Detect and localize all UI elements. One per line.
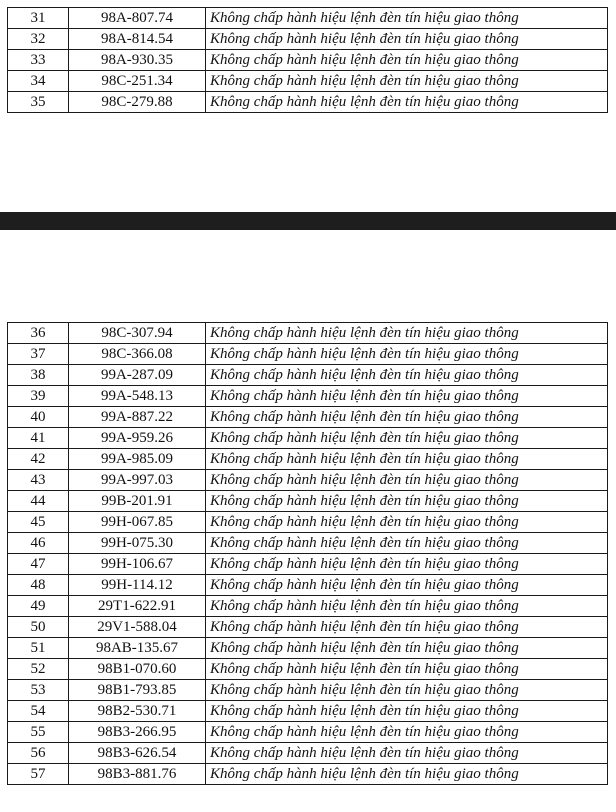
row-number-cell: 48 [8,575,69,596]
license-plate-cell: 98B3-266.95 [69,722,206,743]
violation-cell: Không chấp hành hiệu lệnh đèn tín hiệu giao thông [206,764,608,785]
license-plate-cell: 99A-959.26 [69,428,206,449]
table-row [8,449,608,470]
table-row [8,491,608,512]
table-row [8,743,608,764]
violation-cell: Không chấp hành hiệu lệnh đèn tín hiệu giao thông [206,386,608,407]
violation-cell: Không chấp hành hiệu lệnh đèn tín hiệu giao thông [206,323,608,344]
table-row [8,344,608,365]
table-row [8,722,608,743]
license-plate-cell: 98AB-135.67 [69,638,206,659]
license-plate-cell: 98B2-530.71 [69,701,206,722]
violation-cell: Không chấp hành hiệu lệnh đèn tín hiệu giao thông [206,365,608,386]
table-row [8,29,608,50]
table-row [8,407,608,428]
violation-cell: Không chấp hành hiệu lệnh đèn tín hiệu giao thông [206,680,608,701]
row-number-cell: 55 [8,722,69,743]
row-number-cell: 35 [8,92,69,113]
row-number-cell: 49 [8,596,69,617]
license-plate-cell: 98C-307.94 [69,323,206,344]
row-number-cell: 38 [8,365,69,386]
violations-table-top-body [8,8,608,113]
violation-cell: Không chấp hành hiệu lệnh đèn tín hiệu giao thông [206,659,608,680]
violation-cell: Không chấp hành hiệu lệnh đèn tín hiệu giao thông [206,743,608,764]
row-number-cell: 32 [8,29,69,50]
license-plate-cell: 99A-287.09 [69,365,206,386]
violation-cell: Không chấp hành hiệu lệnh đèn tín hiệu giao thông [206,701,608,722]
license-plate-cell: 98C-279.88 [69,92,206,113]
table-row [8,92,608,113]
table-row [8,8,608,29]
license-plate-cell: 99A-887.22 [69,407,206,428]
table-row [8,659,608,680]
row-number-cell: 57 [8,764,69,785]
license-plate-cell: 29T1-622.91 [69,596,206,617]
page-divider-bar [0,212,616,230]
violation-cell: Không chấp hành hiệu lệnh đèn tín hiệu giao thông [206,638,608,659]
row-number-cell: 51 [8,638,69,659]
violation-cell: Không chấp hành hiệu lệnh đèn tín hiệu giao thông [206,575,608,596]
license-plate-cell: 98A-930.35 [69,50,206,71]
violation-cell: Không chấp hành hiệu lệnh đèn tín hiệu giao thông [206,449,608,470]
license-plate-cell: 98B3-626.54 [69,743,206,764]
row-number-cell: 56 [8,743,69,764]
license-plate-cell: 98C-366.08 [69,344,206,365]
license-plate-cell: 99A-985.09 [69,449,206,470]
row-number-cell: 50 [8,617,69,638]
violations-table-bottom-body [8,323,608,785]
table-row [8,680,608,701]
row-number-cell: 52 [8,659,69,680]
table-row [8,323,608,344]
license-plate-cell: 98C-251.34 [69,71,206,92]
row-number-cell: 40 [8,407,69,428]
license-plate-cell: 98B1-793.85 [69,680,206,701]
violation-cell: Không chấp hành hiệu lệnh đèn tín hiệu giao thông [206,92,608,113]
violation-cell: Không chấp hành hiệu lệnh đèn tín hiệu giao thông [206,491,608,512]
row-number-cell: 44 [8,491,69,512]
violation-cell: Không chấp hành hiệu lệnh đèn tín hiệu giao thông [206,512,608,533]
row-number-cell: 43 [8,470,69,491]
license-plate-cell: 99A-548.13 [69,386,206,407]
table-row [8,554,608,575]
license-plate-cell: 99H-075.30 [69,533,206,554]
violation-cell: Không chấp hành hiệu lệnh đèn tín hiệu giao thông [206,428,608,449]
row-number-cell: 39 [8,386,69,407]
table-row [8,533,608,554]
table-row [8,50,608,71]
license-plate-cell: 98A-814.54 [69,29,206,50]
row-number-cell: 41 [8,428,69,449]
row-number-cell: 42 [8,449,69,470]
license-plate-cell: 98B3-881.76 [69,764,206,785]
violation-cell: Không chấp hành hiệu lệnh đèn tín hiệu giao thông [206,8,608,29]
license-plate-cell: 98B1-070.60 [69,659,206,680]
table-row [8,470,608,491]
license-plate-cell: 99H-106.67 [69,554,206,575]
violation-cell: Không chấp hành hiệu lệnh đèn tín hiệu giao thông [206,407,608,428]
violation-cell: Không chấp hành hiệu lệnh đèn tín hiệu giao thông [206,344,608,365]
table-row [8,638,608,659]
table-row [8,701,608,722]
table-row [8,428,608,449]
violation-cell: Không chấp hành hiệu lệnh đèn tín hiệu giao thông [206,29,608,50]
table-row [8,617,608,638]
violations-table-top [7,7,608,113]
row-number-cell: 33 [8,50,69,71]
table-row [8,596,608,617]
row-number-cell: 37 [8,344,69,365]
row-number-cell: 47 [8,554,69,575]
license-plate-cell: 98A-807.74 [69,8,206,29]
violation-cell: Không chấp hành hiệu lệnh đèn tín hiệu giao thông [206,722,608,743]
row-number-cell: 46 [8,533,69,554]
row-number-cell: 31 [8,8,69,29]
row-number-cell: 54 [8,701,69,722]
violation-cell: Không chấp hành hiệu lệnh đèn tín hiệu giao thông [206,470,608,491]
violation-cell: Không chấp hành hiệu lệnh đèn tín hiệu giao thông [206,50,608,71]
violation-cell: Không chấp hành hiệu lệnh đèn tín hiệu giao thông [206,617,608,638]
license-plate-cell: 29V1-588.04 [69,617,206,638]
violations-table-bottom [7,322,608,785]
violation-cell: Không chấp hành hiệu lệnh đèn tín hiệu giao thông [206,554,608,575]
violation-cell: Không chấp hành hiệu lệnh đèn tín hiệu giao thông [206,596,608,617]
violation-cell: Không chấp hành hiệu lệnh đèn tín hiệu giao thông [206,71,608,92]
table-row [8,512,608,533]
table-row [8,365,608,386]
row-number-cell: 34 [8,71,69,92]
table-row [8,386,608,407]
license-plate-cell: 99B-201.91 [69,491,206,512]
table-row [8,575,608,596]
row-number-cell: 45 [8,512,69,533]
violation-cell: Không chấp hành hiệu lệnh đèn tín hiệu giao thông [206,533,608,554]
table-row [8,764,608,785]
row-number-cell: 53 [8,680,69,701]
license-plate-cell: 99H-114.12 [69,575,206,596]
row-number-cell: 36 [8,323,69,344]
license-plate-cell: 99H-067.85 [69,512,206,533]
table-row [8,71,608,92]
license-plate-cell: 99A-997.03 [69,470,206,491]
